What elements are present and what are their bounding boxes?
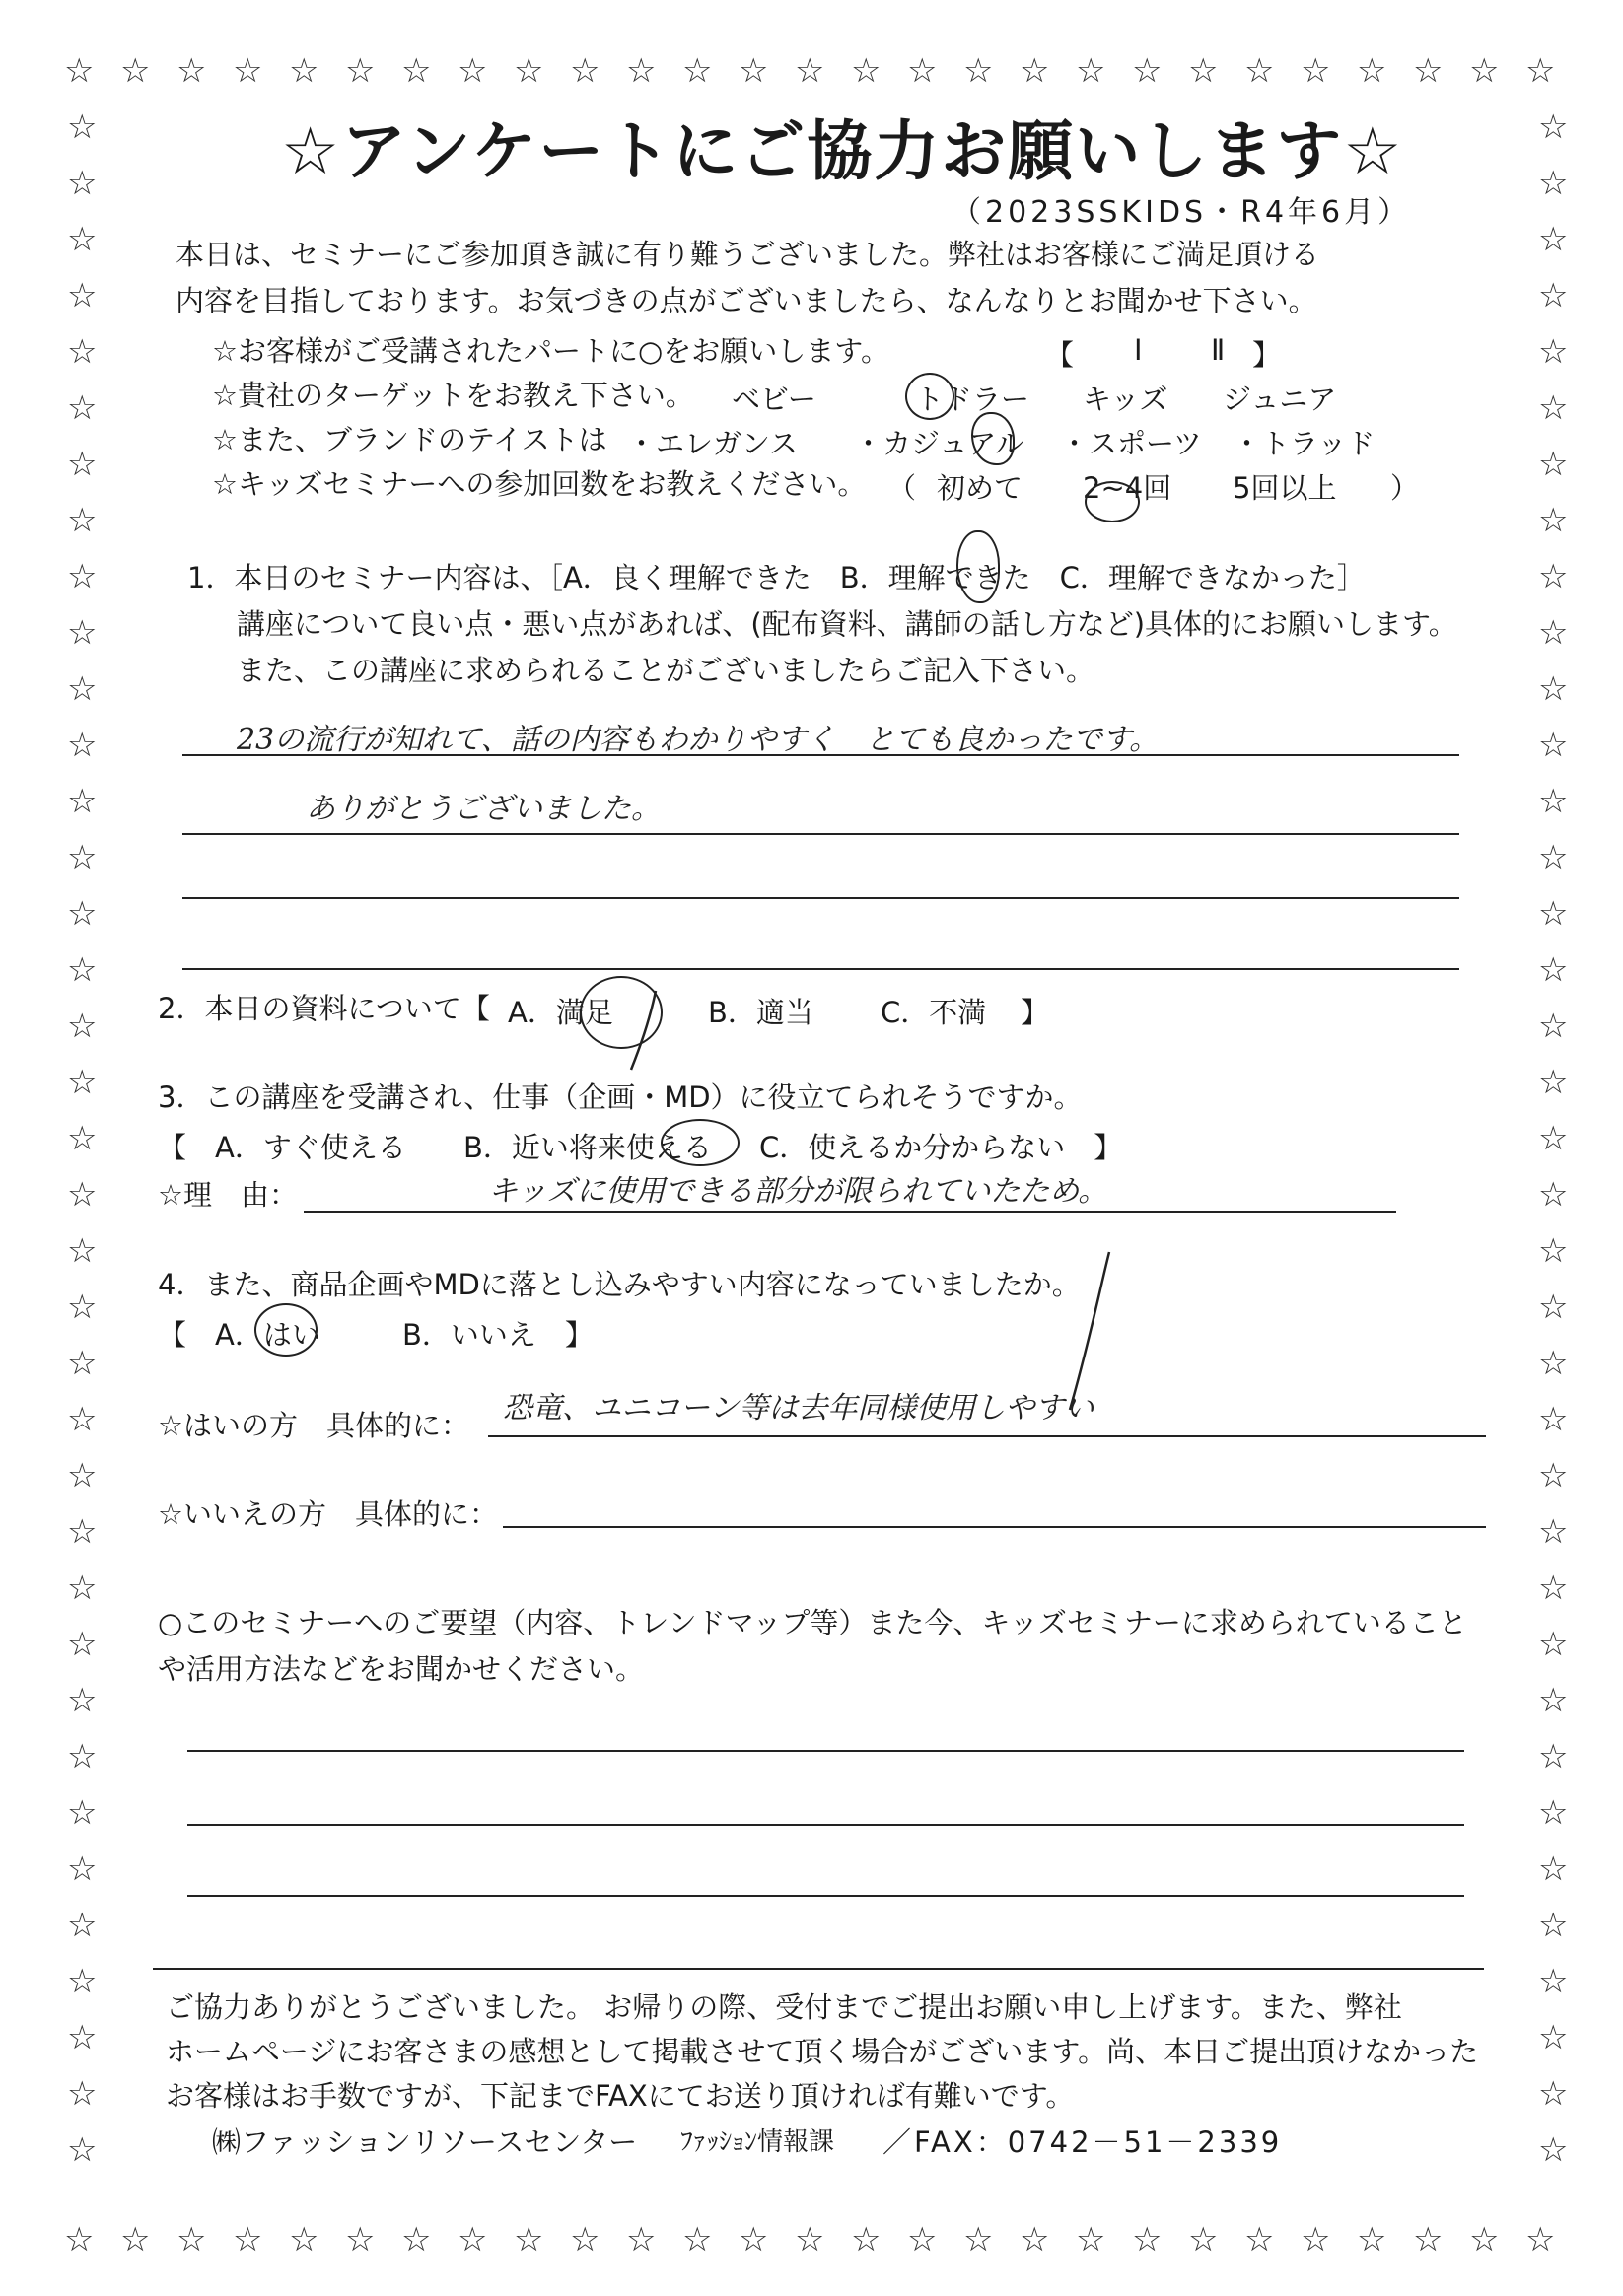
border-star-icon: ☆	[67, 1681, 98, 1720]
border-star-icon: ☆	[1413, 2220, 1444, 2260]
border-star-icon: ☆	[1538, 2018, 1569, 2057]
border-star-icon: ☆	[67, 1793, 98, 1833]
border-star-icon: ☆	[345, 51, 376, 91]
border-star-icon: ☆	[1538, 220, 1569, 259]
border-star-icon: ☆	[1538, 388, 1569, 428]
border-star-icon: ☆	[1538, 276, 1569, 315]
border-star-icon: ☆	[682, 51, 713, 91]
part-option-1[interactable]: Ⅰ	[1134, 333, 1143, 367]
closing-line-1: ご協力ありがとうございました。 お帰りの際、受付までご提出お願い申し上げます。また、弊社	[166, 1990, 1402, 2024]
border-star-icon: ☆	[67, 2074, 98, 2114]
border-star-icon: ☆	[67, 1456, 98, 1496]
border-star-icon: ☆	[1132, 51, 1163, 91]
request-line-1: ○このセミナーへのご要望（内容、トレンドマップ等）また今、キッズセミナーに求められていること	[158, 1606, 1467, 1639]
count-option-2to4[interactable]: 2~4回	[1083, 471, 1172, 505]
border-star-icon: ☆	[1538, 950, 1569, 990]
border-star-icon: ☆	[1538, 1625, 1569, 1664]
border-star-icon: ☆	[289, 2220, 319, 2260]
border-star-icon: ☆	[1538, 2074, 1569, 2114]
q1-answer-line-2: ありがとうございました。	[306, 792, 661, 826]
q1-instruction-2: また、この講座に求められることがございましたらご記入下さい。	[237, 654, 1095, 687]
q2-bracket-close: 】	[1021, 996, 1050, 1029]
border-star-icon: ☆	[1132, 2220, 1163, 2260]
border-star-icon: ☆	[67, 1568, 98, 1608]
border-star-icon: ☆	[176, 51, 207, 91]
border-star-icon: ☆	[458, 2220, 488, 2260]
border-star-icon: ☆	[1020, 2220, 1050, 2260]
border-star-icon: ☆	[67, 1007, 98, 1046]
border-star-icon: ☆	[67, 501, 98, 540]
q4-option-no[interactable]: B．いいえ 】	[402, 1318, 594, 1352]
q3-question: 3．この講座を受講され、仕事（企画・MD）に役立てられそうですか。	[158, 1080, 1083, 1114]
border-star-icon: ☆	[1538, 1456, 1569, 1496]
taste-label: ☆また、ブランドのテイストは	[212, 423, 607, 456]
pen-stroke	[631, 991, 656, 1070]
border-star-icon: ☆	[907, 2220, 938, 2260]
count-paren-open: （	[887, 471, 917, 505]
border-star-icon: ☆	[64, 2220, 95, 2260]
border-star-icon: ☆	[1538, 1119, 1569, 1158]
border-star-icon: ☆	[1538, 782, 1569, 821]
border-star-icon: ☆	[682, 2220, 713, 2260]
border-star-icon: ☆	[67, 1063, 98, 1102]
border-star-icon: ☆	[233, 2220, 263, 2260]
border-star-icon: ☆	[67, 1962, 98, 2001]
border-star-icon: ☆	[1301, 51, 1331, 91]
border-star-icon: ☆	[67, 1344, 98, 1383]
q4-yes-answer: 恐竜、ユニコーン等は去年同様使用しやすい	[503, 1391, 1094, 1426]
border-star-icon: ☆	[1538, 1287, 1569, 1327]
border-star-icon: ☆	[120, 51, 151, 91]
q2-option-satisfied[interactable]: A．満足	[508, 996, 613, 1029]
border-star-icon: ☆	[1076, 2220, 1106, 2260]
border-star-icon: ☆	[67, 1849, 98, 1889]
border-star-icon: ☆	[1076, 51, 1106, 91]
target-option-junior[interactable]: ジュニア	[1223, 383, 1337, 416]
border-star-icon: ☆	[67, 726, 98, 765]
border-star-icon: ☆	[963, 51, 994, 91]
border-star-icon: ☆	[1538, 1793, 1569, 1833]
q2-question: 2．本日の資料について【	[158, 992, 490, 1025]
taste-option-sports[interactable]: ・スポーツ	[1060, 427, 1202, 460]
border-star-icon: ☆	[1538, 1681, 1569, 1720]
border-star-icon: ☆	[1538, 557, 1569, 596]
border-star-icon: ☆	[67, 2018, 98, 2057]
border-star-icon: ☆	[1020, 51, 1050, 91]
q2-option-dissatisfied[interactable]: C．不満	[881, 996, 987, 1029]
border-star-icon: ☆	[289, 51, 319, 91]
target-option-toddler[interactable]: トドラー	[915, 383, 1030, 416]
border-star-icon: ☆	[233, 51, 263, 91]
count-option-5plus[interactable]: 5回以上	[1233, 471, 1337, 505]
footer-fax: ／FAX：0742－51－2339	[882, 2125, 1283, 2159]
q4-yes-label: ☆はいの方 具体的に：	[158, 1409, 469, 1442]
part-bracket-close: 】	[1252, 338, 1282, 372]
request-line-2: や活用方法などをお聞かせください。	[158, 1652, 645, 1686]
border-star-icon: ☆	[1538, 838, 1569, 877]
intro-line-2: 内容を目指しております。お気づきの点がございましたら、なんなりとお聞かせ下さい。	[176, 284, 1317, 317]
taste-option-trad[interactable]: ・トラッド	[1233, 427, 1376, 460]
q3-reason-answer: キッズに使用できる部分が限られていたため。	[488, 1174, 1108, 1209]
border-star-icon: ☆	[1538, 107, 1569, 147]
border-star-icon: ☆	[67, 1625, 98, 1664]
border-star-icon: ☆	[1188, 2220, 1219, 2260]
intro-line-1: 本日は、セミナーにご参加頂き誠に有り難うございました。弊社はお客様にご満足頂ける	[176, 238, 1320, 271]
border-star-icon: ☆	[1525, 51, 1556, 91]
taste-option-elegance[interactable]: ・エレガンス	[627, 427, 799, 460]
border-star-icon: ☆	[1538, 1849, 1569, 1889]
border-star-icon: ☆	[570, 2220, 600, 2260]
form-title: ☆アンケートにご協力お願いします☆	[281, 113, 1404, 189]
border-star-icon: ☆	[458, 51, 488, 91]
pen-stroke	[1070, 1252, 1109, 1410]
border-star-icon: ☆	[67, 1512, 98, 1552]
border-star-icon: ☆	[1538, 1737, 1569, 1776]
border-star-icon: ☆	[795, 2220, 825, 2260]
border-star-icon: ☆	[67, 613, 98, 653]
border-star-icon: ☆	[67, 950, 98, 990]
border-star-icon: ☆	[1538, 726, 1569, 765]
border-star-icon: ☆	[1538, 2130, 1569, 2170]
border-star-icon: ☆	[739, 2220, 769, 2260]
border-star-icon: ☆	[1244, 2220, 1275, 2260]
border-star-icon: ☆	[1538, 669, 1569, 709]
border-star-icon: ☆	[1538, 1400, 1569, 1439]
border-star-icon: ☆	[176, 2220, 207, 2260]
q3-reason-label: ☆理 由：	[158, 1178, 298, 1212]
border-star-icon: ☆	[120, 2220, 151, 2260]
q2-option-adequate[interactable]: B．適当	[708, 996, 813, 1029]
border-star-icon: ☆	[1244, 51, 1275, 91]
q4-question: 4．また、商品企画やMDに落とし込みやすい内容になっていましたか。	[158, 1268, 1081, 1301]
q4-option-yes[interactable]: 【 A．はい	[158, 1318, 320, 1352]
count-label: ☆キッズセミナーへの参加回数をお教えください。	[212, 467, 867, 501]
border-star-icon: ☆	[1525, 2220, 1556, 2260]
border-star-icon: ☆	[67, 669, 98, 709]
target-label: ☆貴社のターゲットをお教え下さい。	[212, 379, 694, 412]
border-star-icon: ☆	[67, 107, 98, 147]
part-bracket-open: 【	[1045, 338, 1075, 372]
footer-company: ㈱ファッションリソースセンター	[212, 2125, 638, 2159]
form-code: （2023SSKIDS・R4年6月）	[952, 195, 1412, 230]
q4-no-label: ☆いいえの方 具体的に：	[158, 1497, 498, 1531]
border-star-icon: ☆	[1357, 2220, 1387, 2260]
border-star-icon: ☆	[67, 445, 98, 484]
target-option-baby[interactable]: ベビー	[732, 383, 816, 416]
border-star-icon: ☆	[739, 51, 769, 91]
border-star-icon: ☆	[1538, 501, 1569, 540]
border-star-icon: ☆	[67, 276, 98, 315]
q3-option-now[interactable]: 【 A．すぐ使える	[158, 1131, 406, 1164]
border-star-icon: ☆	[67, 332, 98, 372]
border-star-icon: ☆	[64, 51, 95, 91]
border-star-icon: ☆	[67, 1175, 98, 1215]
q3-option-unsure[interactable]: C．使えるか分からない 】	[759, 1131, 1123, 1164]
border-star-icon: ☆	[1538, 164, 1569, 203]
border-star-icon: ☆	[1538, 1175, 1569, 1215]
border-star-icon: ☆	[67, 557, 98, 596]
border-star-icon: ☆	[626, 2220, 657, 2260]
border-star-icon: ☆	[67, 164, 98, 203]
border-star-icon: ☆	[907, 51, 938, 91]
border-star-icon: ☆	[1538, 332, 1569, 372]
border-star-icon: ☆	[67, 782, 98, 821]
border-star-icon: ☆	[851, 2220, 882, 2260]
border-star-icon: ☆	[514, 2220, 544, 2260]
closing-line-2: ホームページにお客さまの感想として掲載させて頂く場合がございます。尚、本日ご提出頂けなかった	[166, 2035, 1479, 2068]
border-star-icon: ☆	[1538, 1063, 1569, 1102]
border-star-icon: ☆	[1301, 2220, 1331, 2260]
q1-question: 1．本日のセミナー内容は、［A．良く理解できた B．理解できた C．理解できなかった］	[187, 561, 1366, 594]
count-paren-close: ）	[1390, 471, 1420, 505]
border-star-icon: ☆	[67, 1737, 98, 1776]
border-star-icon: ☆	[67, 1119, 98, 1158]
part-label: ☆お客様がご受講されたパートに○をお願いします。	[212, 334, 889, 368]
border-star-icon: ☆	[67, 838, 98, 877]
border-star-icon: ☆	[1538, 1344, 1569, 1383]
border-star-icon: ☆	[1188, 51, 1219, 91]
border-star-icon: ☆	[401, 51, 432, 91]
part-option-2[interactable]: Ⅱ	[1211, 333, 1226, 367]
border-star-icon: ☆	[795, 51, 825, 91]
border-star-icon: ☆	[1538, 1231, 1569, 1271]
border-star-icon: ☆	[1538, 1962, 1569, 2001]
border-star-icon: ☆	[345, 2220, 376, 2260]
border-star-icon: ☆	[401, 2220, 432, 2260]
target-option-kids[interactable]: キッズ	[1083, 383, 1168, 416]
closing-line-3: お客様はお手数ですが、下記までFAXにてお送り頂ければ有難いです。	[166, 2079, 1075, 2113]
border-star-icon: ☆	[67, 220, 98, 259]
border-star-icon: ☆	[851, 51, 882, 91]
border-star-icon: ☆	[67, 1287, 98, 1327]
taste-option-casual[interactable]: ・カジュアル	[854, 427, 1024, 460]
border-star-icon: ☆	[67, 388, 98, 428]
border-star-icon: ☆	[67, 1906, 98, 1945]
border-star-icon: ☆	[1538, 445, 1569, 484]
q3-option-near-future[interactable]: B．近い将来使える	[463, 1131, 712, 1164]
border-star-icon: ☆	[67, 894, 98, 934]
border-star-icon: ☆	[1538, 1568, 1569, 1608]
border-star-icon: ☆	[570, 51, 600, 91]
border-star-icon: ☆	[963, 2220, 994, 2260]
border-star-icon: ☆	[67, 2130, 98, 2170]
q1-instruction-1: 講座について良い点・悪い点があれば、(配布資料、講師の話し方など)具体的にお願いします。	[237, 607, 1457, 641]
border-star-icon: ☆	[1538, 1512, 1569, 1552]
count-option-first[interactable]: 初めて	[937, 471, 1023, 505]
border-star-icon: ☆	[1469, 51, 1500, 91]
border-star-icon: ☆	[626, 51, 657, 91]
border-star-icon: ☆	[1538, 613, 1569, 653]
border-star-icon: ☆	[1469, 2220, 1500, 2260]
border-star-icon: ☆	[1413, 51, 1444, 91]
footer-department: ﾌｧｯｼｮﾝ情報課	[680, 2127, 835, 2157]
border-star-icon: ☆	[1538, 1906, 1569, 1945]
border-star-icon: ☆	[67, 1400, 98, 1439]
border-star-icon: ☆	[1357, 51, 1387, 91]
border-star-icon: ☆	[1538, 894, 1569, 934]
q1-answer-line-1: 23の流行が知れて、話の内容もわかりやすく とても良かったです。	[237, 723, 1160, 757]
border-star-icon: ☆	[67, 1231, 98, 1271]
border-star-icon: ☆	[514, 51, 544, 91]
border-star-icon: ☆	[1538, 1007, 1569, 1046]
